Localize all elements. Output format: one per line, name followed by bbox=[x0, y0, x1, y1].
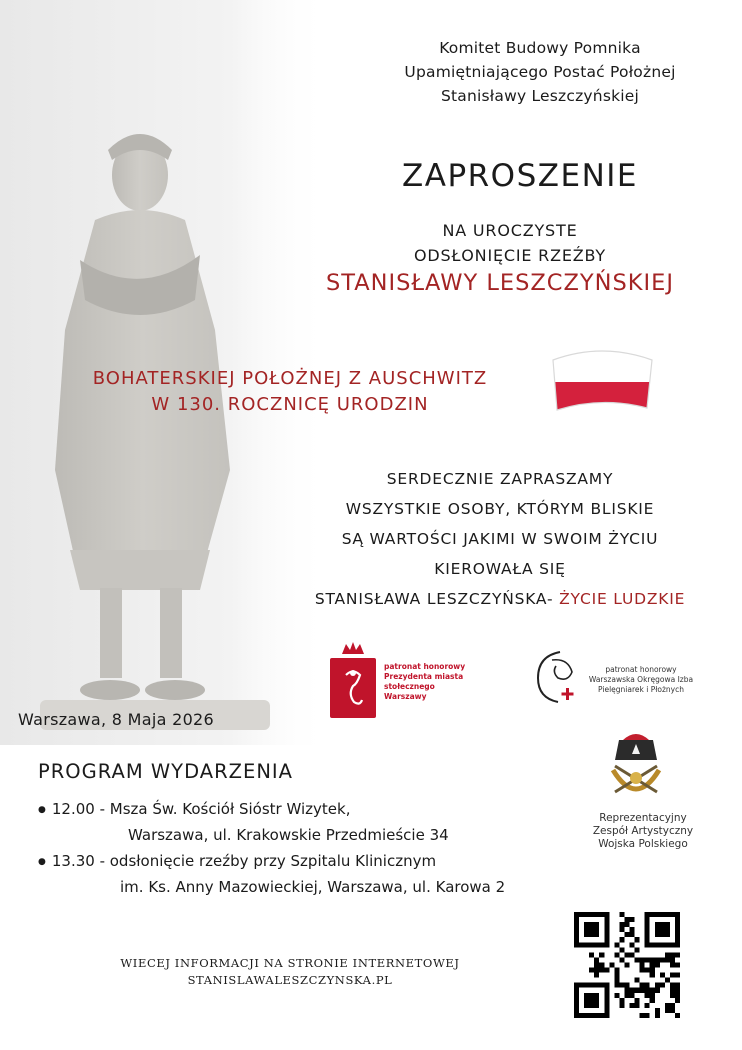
bullet-icon: ● bbox=[38, 857, 46, 867]
program-item-2-cont: im. Ks. Anny Mazowieckiej, Warszawa, ul. Karowa 2 bbox=[120, 878, 506, 896]
footer-line-1: WIECEJ INFORMACJI NA STRONIE INTERNETOWEJ bbox=[120, 956, 460, 970]
heroine-line-1: BOHATERSKIEJ POŁOŻNEJ Z AUSCHWITZ bbox=[92, 368, 488, 389]
heroine-description bbox=[40, 366, 540, 418]
army-line-2: Zespół Artystyczny bbox=[592, 825, 694, 837]
program-heading: PROGRAM WYDARZENIA bbox=[38, 760, 293, 783]
warsaw-patronage-line-3: stołecznego bbox=[384, 682, 435, 691]
program-item-2-text: 13.30 - odsłonięcie rzeźby przy Szpitalu Klinicznym bbox=[51, 852, 437, 870]
subtitle-line-1: NA UROCZYSTE bbox=[442, 221, 578, 240]
invitation-title: ZAPROSZENIE bbox=[402, 158, 638, 194]
program-item-1-text: 12.00 - Msza Św. Kościół Sióstr Wizytek, bbox=[51, 800, 351, 818]
heroine-line-2: W 130. ROCZNICĘ URODZIN bbox=[151, 394, 429, 415]
invitation-line-4: KIEROWAŁA SIĘ bbox=[434, 560, 566, 578]
warsaw-siren-logo bbox=[330, 640, 376, 718]
army-ensemble-emblem bbox=[605, 730, 667, 808]
invitation-line-3: SĄ WARTOŚCI JAKIMI W SWOIM ŻYCIU bbox=[341, 530, 659, 548]
nurses-patronage bbox=[586, 665, 696, 695]
program-item-1 bbox=[38, 800, 350, 818]
warsaw-patronage bbox=[384, 662, 465, 702]
army-line-1: Reprezentacyjny bbox=[599, 812, 687, 824]
committee-line-1: Komitet Budowy Pomnika bbox=[439, 39, 641, 57]
event-subtitle bbox=[330, 218, 690, 268]
nurses-chamber-logo bbox=[530, 648, 584, 706]
footer-info bbox=[60, 955, 520, 989]
subtitle-line-2: ODSŁONIĘCIE RZEŹBY bbox=[414, 246, 606, 265]
nurses-patronage-line-3: Pielęgniarek i Płożnych bbox=[598, 685, 684, 694]
program-item-2 bbox=[38, 852, 436, 870]
committee-line-3: Stanisławy Leszczyńskiej bbox=[440, 87, 640, 105]
army-ensemble-caption bbox=[568, 812, 718, 851]
program-item-1-cont: Warszawa, ul. Krakowskie Przedmieście 34 bbox=[128, 826, 449, 844]
army-line-3: Wojska Polskiego bbox=[598, 838, 688, 850]
honoree-name: STANISŁAWY LESZCZYŃSKIEJ bbox=[325, 270, 675, 296]
event-date: Warszawa, 8 Maja 2026 bbox=[18, 710, 215, 729]
nurses-patronage-line-1: patronat honorowy bbox=[605, 665, 677, 674]
invitation-line-1: SERDECZNIE ZAPRASZAMY bbox=[386, 470, 614, 488]
nurses-patronage-line-2: Warszawska Okręgowa Izba bbox=[588, 675, 694, 684]
invitation-text bbox=[270, 464, 730, 614]
committee-line-2: Upamiętniającego Postać Położnej bbox=[404, 63, 676, 81]
qr-code[interactable] bbox=[574, 912, 680, 1018]
polish-flag-ribbon bbox=[545, 344, 660, 422]
invitation-line-5-text: STANISŁAWA LESZCZYŃSKA- bbox=[314, 590, 560, 608]
warsaw-patronage-line-1: patronat honorowy bbox=[384, 662, 466, 671]
invitation-line-5 bbox=[270, 584, 730, 614]
website-link[interactable]: STANISLAWALESZCZYNSKA.PL bbox=[187, 973, 393, 987]
warsaw-patronage-line-4: Warszawy bbox=[384, 692, 427, 701]
invitation-line-2: WSZYSTKIE OSOBY, KTÓRYM BLISKIE bbox=[345, 500, 655, 518]
invitation-highlight: ŻYCIE LUDZKIE bbox=[559, 590, 686, 608]
bullet-icon: ● bbox=[38, 805, 46, 815]
committee-header bbox=[360, 36, 720, 108]
warsaw-patronage-line-2: Prezydenta miasta bbox=[384, 672, 464, 681]
